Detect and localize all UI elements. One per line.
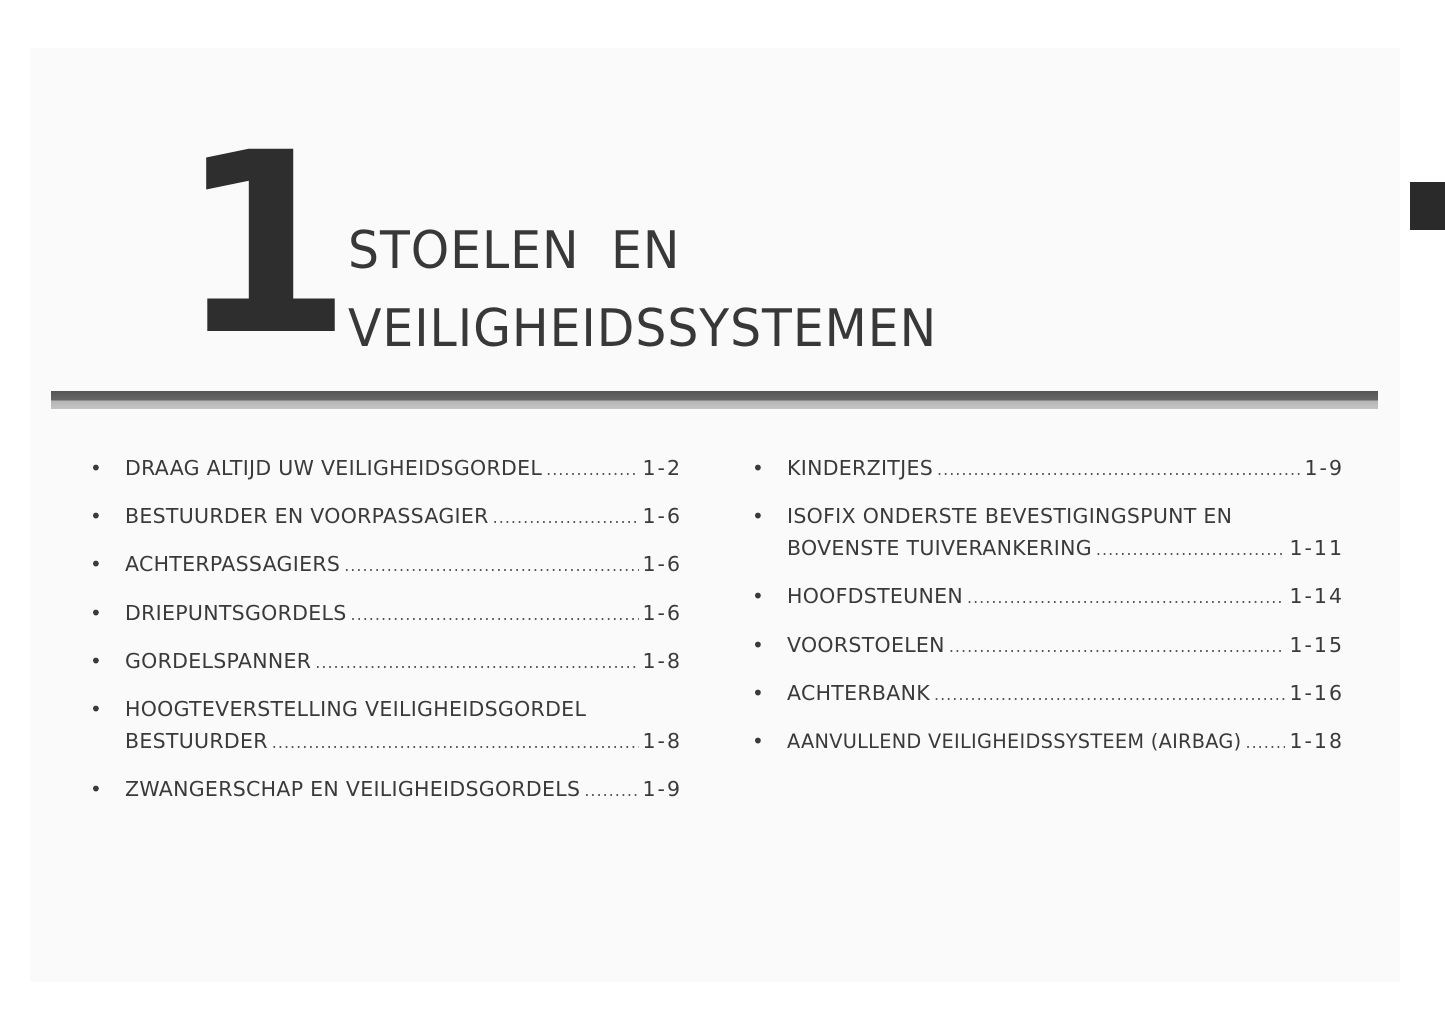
toc-item-hoogteverstelling[interactable] bbox=[88, 693, 682, 759]
dot-leader bbox=[272, 727, 639, 759]
dot-leader bbox=[546, 454, 638, 486]
chapter-title-line-2: VEILIGHEIDSSYSTEMEN bbox=[348, 299, 938, 359]
toc-item-bestuurder-voorpassagier[interactable] bbox=[88, 500, 682, 534]
toc-item-label-line-1: ISOFIX ONDERSTE BEVESTIGINGSPUNT EN bbox=[787, 504, 1233, 529]
toc-item-page: 1-14 bbox=[1289, 584, 1344, 609]
dot-leader bbox=[1096, 534, 1286, 566]
toc-item-label: BOVENSTE TUIVERANKERING bbox=[787, 536, 1092, 561]
bullet-icon: • bbox=[90, 600, 103, 625]
toc-item-label: DRIEPUNTSGORDELS bbox=[125, 600, 347, 625]
dot-leader bbox=[949, 631, 1286, 663]
toc-item-label: ZWANGERSCHAP EN VEILIGHEIDSGORDELS bbox=[125, 777, 581, 802]
toc-item-page: 1-9 bbox=[642, 777, 682, 802]
toc-item-label: KINDERZITJES bbox=[787, 456, 934, 480]
dot-leader bbox=[344, 550, 638, 582]
toc-item-achterpassagiers[interactable] bbox=[88, 548, 682, 582]
toc-item-page: 1-9 bbox=[1304, 456, 1344, 480]
bullet-icon: • bbox=[752, 632, 765, 657]
bullet-icon: • bbox=[90, 552, 103, 577]
toc-item-page: 1-15 bbox=[1289, 632, 1344, 657]
chapter-thumb-tab bbox=[1410, 182, 1445, 230]
bullet-icon: • bbox=[90, 648, 103, 673]
bullet-icon: • bbox=[752, 456, 765, 480]
dot-leader bbox=[1246, 727, 1286, 759]
toc-item-page: 1-11 bbox=[1289, 536, 1344, 561]
chapter-title-line-1: STOELEN EN bbox=[348, 221, 681, 281]
toc-item-voorstoelen[interactable] bbox=[750, 629, 1344, 663]
toc-left-column bbox=[88, 452, 682, 821]
toc-item-page: 1-6 bbox=[642, 504, 682, 529]
bullet-icon: • bbox=[752, 728, 765, 753]
chapter-title bbox=[348, 212, 937, 368]
toc-item-hoofdsteunen[interactable] bbox=[750, 580, 1344, 614]
dot-leader bbox=[493, 502, 639, 534]
toc-item-label: ACHTERBANK bbox=[787, 680, 930, 705]
bullet-icon: • bbox=[752, 504, 765, 529]
toc-item-draag-altijd[interactable] bbox=[88, 452, 682, 486]
toc-item-label: ACHTERPASSAGIERS bbox=[125, 552, 341, 577]
toc-item-label: BESTUURDER EN VOORPASSAGIER bbox=[125, 504, 489, 529]
toc-item-page: 1-6 bbox=[642, 552, 682, 577]
bullet-icon: • bbox=[752, 680, 765, 705]
toc-item-achterbank[interactable] bbox=[750, 677, 1344, 711]
chapter-number: 1 bbox=[178, 99, 346, 390]
toc-item-label: HOOFDSTEUNEN bbox=[787, 584, 963, 609]
toc-item-page: 1-8 bbox=[642, 648, 682, 673]
toc-item-driepuntsgordels[interactable] bbox=[88, 597, 682, 631]
dot-leader bbox=[937, 454, 1300, 486]
toc-right-column bbox=[750, 452, 1344, 773]
bullet-icon: • bbox=[90, 504, 103, 529]
toc-item-gordelspanner[interactable] bbox=[88, 645, 682, 679]
bullet-icon: • bbox=[90, 696, 103, 721]
toc-item-label: BESTUURDER bbox=[125, 728, 268, 753]
bullet-icon: • bbox=[90, 456, 103, 480]
dot-leader bbox=[967, 582, 1285, 614]
toc-item-label-line-1: HOOGTEVERSTELLING VEILIGHEIDSGORDEL bbox=[125, 696, 587, 721]
toc-item-label: DRAAG ALTIJD UW VEILIGHEIDSGORDEL bbox=[125, 456, 543, 480]
chapter-divider bbox=[51, 391, 1378, 409]
toc-item-label: VOORSTOELEN bbox=[787, 632, 945, 657]
toc-item-page: 1-6 bbox=[642, 600, 682, 625]
toc-item-label: GORDELSPANNER bbox=[125, 648, 312, 673]
dot-leader bbox=[315, 647, 638, 679]
toc-item-page: 1-18 bbox=[1289, 728, 1344, 753]
toc-item-label: AANVULLEND VEILIGHEIDSSYSTEEM (AIRBAG) bbox=[787, 729, 1242, 753]
toc-item-isofix[interactable] bbox=[750, 500, 1344, 566]
toc-item-page: 1-2 bbox=[642, 456, 682, 480]
dot-leader bbox=[934, 679, 1285, 711]
bullet-icon: • bbox=[752, 584, 765, 609]
toc-item-zwangerschap[interactable] bbox=[88, 773, 682, 807]
dot-leader bbox=[351, 599, 639, 631]
toc-item-page: 1-8 bbox=[642, 728, 682, 753]
bullet-icon: • bbox=[90, 777, 103, 802]
toc-item-kinderzitjes[interactable] bbox=[750, 452, 1344, 486]
toc-item-page: 1-16 bbox=[1289, 680, 1344, 705]
dot-leader bbox=[584, 775, 638, 807]
toc-item-airbag[interactable] bbox=[750, 725, 1344, 759]
